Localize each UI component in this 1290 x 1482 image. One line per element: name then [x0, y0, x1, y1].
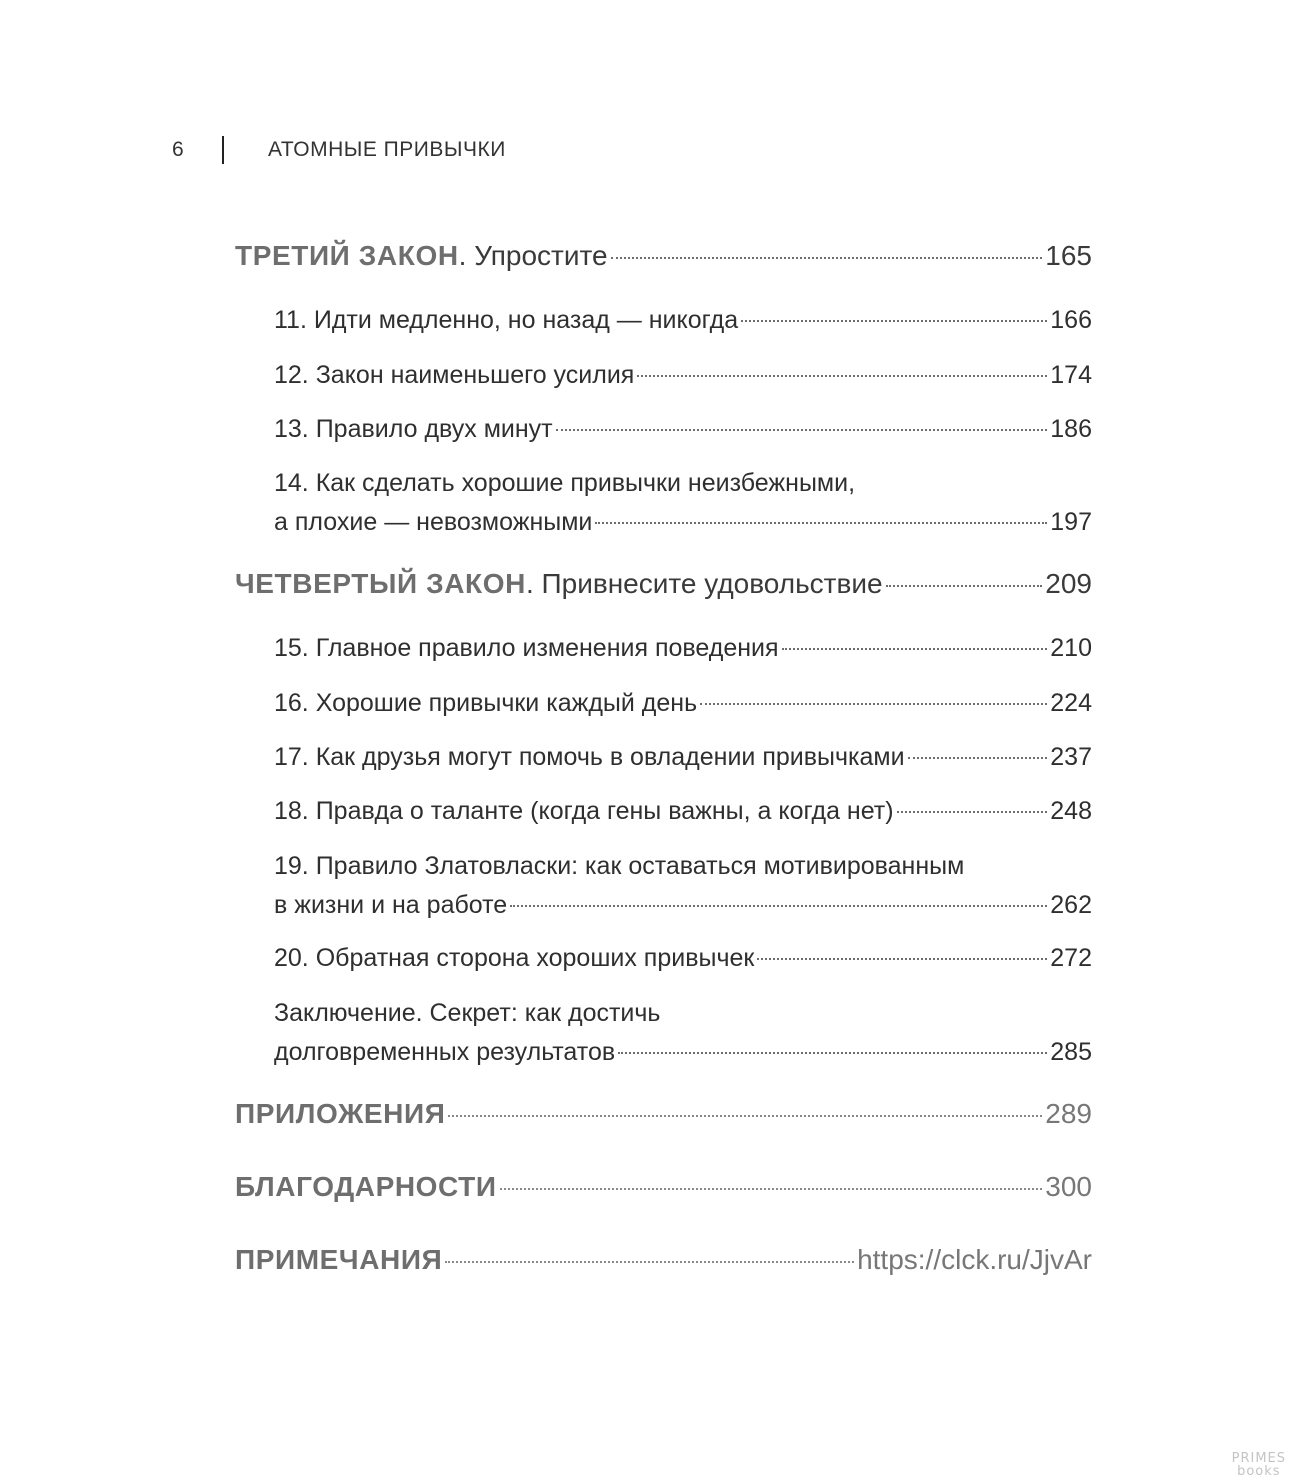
leader-dots — [741, 320, 1047, 322]
toc-notes[interactable] — [235, 1244, 1092, 1276]
leader-dots — [897, 811, 1048, 813]
leader-dots — [500, 1188, 1043, 1190]
part-keyword: ТРЕТИЙ ЗАКОН — [235, 240, 459, 271]
toc-chapter-16[interactable] — [274, 689, 1092, 718]
chapter-title-line-1: 14. Как сделать хорошие привычки неизбежными, — [274, 469, 856, 497]
toc-acknowledgements[interactable] — [235, 1171, 1092, 1203]
leader-dots — [445, 1261, 854, 1263]
leader-dots — [637, 375, 1047, 377]
toc-chapter-15[interactable] — [274, 634, 1092, 663]
toc-chapter-13[interactable] — [274, 415, 1092, 444]
page-ref: 209 — [1045, 568, 1092, 599]
chapter-title-line-2: долговременных результатов — [274, 1038, 616, 1066]
toc-part-4[interactable] — [235, 568, 1092, 600]
publisher-watermark — [1232, 1452, 1286, 1478]
watermark-line-2: books — [1237, 1464, 1281, 1479]
chapter-title: 17. Как друзья могут помочь в овладении привычками — [274, 743, 905, 771]
part-keyword: ЧЕТВЕРТЫЙ ЗАКОН — [235, 568, 526, 599]
chapter-title-line-2: в жизни и на работе — [274, 891, 508, 919]
page-ref: 210 — [1050, 634, 1092, 662]
part-title: . Упростите — [458, 240, 608, 271]
leader-dots — [510, 905, 1047, 907]
chapter-title: 20. Обратная сторона хороших привычек — [274, 944, 755, 972]
chapter-title: 15. Главное правило изменения поведения — [274, 634, 779, 662]
part-keyword: БЛАГОДАРНОСТИ — [235, 1171, 497, 1202]
header-divider — [222, 136, 224, 164]
leader-dots — [908, 757, 1048, 759]
leader-dots — [757, 958, 1047, 960]
notes-link[interactable]: https://clck.ru/JjvAr — [857, 1244, 1092, 1275]
chapter-title-line-1: Заключение. Секрет: как достичь — [274, 999, 661, 1027]
page-ref: 272 — [1050, 944, 1092, 972]
toc-chapter-12[interactable] — [274, 361, 1092, 390]
page-ref: 224 — [1050, 689, 1092, 717]
page-ref: 166 — [1050, 306, 1092, 334]
part-title: . Привнесите удовольствие — [525, 568, 883, 599]
book-title: АТОМНЫЕ ПРИВЫЧКИ — [268, 138, 506, 161]
leader-dots — [448, 1115, 1042, 1117]
chapter-title: 11. Идти медленно, но назад — никогда — [274, 306, 739, 334]
chapter-title: 13. Правило двух минут — [274, 415, 553, 443]
chapter-title-line-2: а плохие — невозможными — [274, 508, 593, 536]
page-ref: 165 — [1045, 240, 1092, 271]
toc-appendix[interactable] — [235, 1098, 1092, 1130]
toc-part-3[interactable] — [235, 240, 1092, 272]
toc-chapter-14[interactable] — [274, 469, 1092, 537]
toc-chapter-17[interactable] — [274, 743, 1092, 772]
chapter-title: 18. Правда о таланте (когда гены важны, а когда нет) — [274, 797, 894, 825]
chapter-title-line-1: 19. Правило Златовласки: как оставаться мотивированным — [274, 852, 965, 880]
toc-chapter-11[interactable] — [274, 306, 1092, 335]
page-ref: 237 — [1050, 743, 1092, 771]
leader-dots — [611, 257, 1043, 259]
part-keyword: ПРИМЕЧАНИЯ — [235, 1244, 443, 1275]
part-keyword: ПРИЛОЖЕНИЯ — [235, 1098, 446, 1129]
toc-conclusion[interactable] — [274, 999, 1092, 1067]
page-ref: 289 — [1045, 1098, 1092, 1129]
leader-dots — [782, 648, 1048, 650]
chapter-title: 16. Хорошие привычки каждый день — [274, 689, 698, 717]
page-ref: 248 — [1050, 797, 1092, 825]
running-head — [172, 136, 506, 164]
leader-dots — [618, 1052, 1047, 1054]
leader-dots — [556, 429, 1048, 431]
page-ref: 174 — [1050, 361, 1092, 389]
page-ref: 285 — [1050, 1038, 1092, 1066]
leader-dots — [700, 703, 1047, 705]
page-number: 6 — [172, 138, 185, 161]
leader-dots — [595, 522, 1047, 524]
page-ref: 197 — [1050, 508, 1092, 536]
toc-chapter-20[interactable] — [274, 944, 1092, 973]
page-ref: 300 — [1045, 1171, 1092, 1202]
toc-chapter-19[interactable] — [274, 852, 1092, 920]
watermark-line-1: PRIMES — [1231, 1451, 1286, 1466]
toc-chapter-18[interactable] — [274, 797, 1092, 826]
page-ref: 262 — [1050, 891, 1092, 919]
chapter-title: 12. Закон наименьшего усилия — [274, 361, 635, 389]
page-ref: 186 — [1050, 415, 1092, 443]
leader-dots — [886, 585, 1043, 587]
